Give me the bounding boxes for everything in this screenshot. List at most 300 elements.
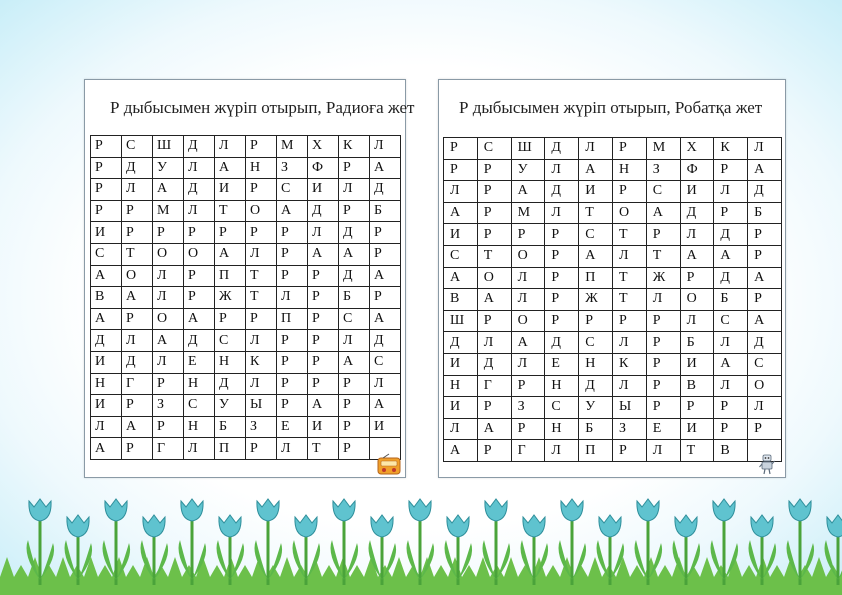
grid-cell[interactable]: Д xyxy=(579,375,613,397)
grid-cell[interactable]: Д xyxy=(184,136,215,158)
grid-cell[interactable]: О xyxy=(511,245,545,267)
grid-cell[interactable]: Н xyxy=(184,416,215,438)
grid-cell[interactable]: Л xyxy=(612,245,646,267)
grid-cell[interactable]: Р xyxy=(215,308,246,330)
grid-cell[interactable]: Л xyxy=(277,438,308,460)
grid-cell[interactable]: Е xyxy=(184,351,215,373)
grid-cell[interactable]: К xyxy=(714,138,748,160)
grid-cell[interactable]: Л xyxy=(714,332,748,354)
grid-cell[interactable]: Р xyxy=(714,397,748,419)
grid-cell[interactable]: М xyxy=(277,136,308,158)
grid-cell[interactable]: Б xyxy=(748,202,782,224)
grid-cell[interactable]: Р xyxy=(646,332,680,354)
grid-cell[interactable]: П xyxy=(579,440,613,462)
grid-cell[interactable]: Ш xyxy=(444,310,478,332)
grid-cell[interactable]: И xyxy=(91,395,122,417)
grid-cell[interactable]: Л xyxy=(511,267,545,289)
grid-cell[interactable]: Д xyxy=(680,202,714,224)
grid-cell[interactable]: Р xyxy=(545,224,579,246)
grid-cell[interactable]: А xyxy=(153,179,184,201)
grid-cell[interactable]: Л xyxy=(153,287,184,309)
grid-cell[interactable]: Н xyxy=(579,353,613,375)
grid-cell[interactable]: А xyxy=(370,157,401,179)
grid-cell[interactable]: Р xyxy=(122,222,153,244)
grid-cell[interactable]: Р xyxy=(444,159,478,181)
grid-cell[interactable]: Л xyxy=(246,373,277,395)
grid-cell[interactable]: Р xyxy=(308,330,339,352)
grid-cell[interactable]: В xyxy=(91,287,122,309)
grid-cell[interactable]: Р xyxy=(579,310,613,332)
grid-cell[interactable]: Р xyxy=(339,200,370,222)
grid-cell[interactable]: Т xyxy=(579,202,613,224)
grid-cell[interactable]: Ж xyxy=(215,287,246,309)
grid-cell[interactable]: Р xyxy=(122,200,153,222)
grid-cell[interactable]: Ф xyxy=(308,157,339,179)
grid-cell[interactable]: Р xyxy=(277,395,308,417)
grid-cell[interactable]: Р xyxy=(680,397,714,419)
grid-cell[interactable]: П xyxy=(215,438,246,460)
grid-cell[interactable]: Р xyxy=(277,373,308,395)
grid-cell[interactable]: Р xyxy=(612,181,646,203)
grid-cell[interactable]: И xyxy=(444,353,478,375)
grid-cell[interactable]: Л xyxy=(339,330,370,352)
grid-cell[interactable]: Р xyxy=(646,375,680,397)
grid-cell[interactable]: Н xyxy=(545,418,579,440)
grid-cell[interactable]: Р xyxy=(370,243,401,265)
grid-cell[interactable]: Р xyxy=(511,375,545,397)
grid-cell[interactable]: Л xyxy=(579,138,613,160)
grid-cell[interactable]: Ш xyxy=(153,136,184,158)
grid-cell[interactable]: Т xyxy=(246,265,277,287)
grid-cell[interactable]: Л xyxy=(646,440,680,462)
grid-cell[interactable]: И xyxy=(579,181,613,203)
grid-cell[interactable]: А xyxy=(370,308,401,330)
grid-cell[interactable]: Л xyxy=(370,136,401,158)
grid-cell[interactable]: З xyxy=(511,397,545,419)
grid-cell[interactable]: Л xyxy=(477,332,511,354)
grid-cell[interactable]: Л xyxy=(714,375,748,397)
grid-cell[interactable]: Р xyxy=(308,265,339,287)
grid-cell[interactable]: Б xyxy=(680,332,714,354)
grid-cell[interactable]: Л xyxy=(748,138,782,160)
grid-cell[interactable]: З xyxy=(277,157,308,179)
grid-cell[interactable]: К xyxy=(339,136,370,158)
grid-cell[interactable]: Л xyxy=(444,181,478,203)
grid-cell[interactable]: Д xyxy=(184,330,215,352)
grid-cell[interactable]: Н xyxy=(612,159,646,181)
grid-cell[interactable]: Л xyxy=(246,330,277,352)
grid-cell[interactable]: И xyxy=(91,351,122,373)
grid-cell[interactable]: О xyxy=(122,265,153,287)
grid-cell[interactable]: Л xyxy=(612,375,646,397)
grid-cell[interactable]: Л xyxy=(370,373,401,395)
grid-cell[interactable]: Т xyxy=(246,287,277,309)
grid-cell[interactable]: Д xyxy=(748,332,782,354)
grid-cell[interactable]: Р xyxy=(370,287,401,309)
grid-cell[interactable]: А xyxy=(748,159,782,181)
grid-cell[interactable]: Л xyxy=(511,289,545,311)
grid-cell[interactable]: Р xyxy=(91,136,122,158)
grid-cell[interactable]: А xyxy=(308,395,339,417)
grid-cell[interactable]: Р xyxy=(308,351,339,373)
grid-cell[interactable]: Л xyxy=(91,416,122,438)
grid-cell[interactable]: Р xyxy=(246,222,277,244)
grid-cell[interactable]: А xyxy=(444,440,478,462)
grid-cell[interactable]: Д xyxy=(545,138,579,160)
grid-cell[interactable]: Р xyxy=(277,351,308,373)
grid-cell[interactable]: И xyxy=(680,418,714,440)
grid-cell[interactable]: Р xyxy=(246,438,277,460)
grid-cell[interactable]: Р xyxy=(477,440,511,462)
grid-cell[interactable]: А xyxy=(511,332,545,354)
grid-cell[interactable]: С xyxy=(714,310,748,332)
grid-cell[interactable]: Р xyxy=(339,373,370,395)
grid-cell[interactable]: Р xyxy=(646,397,680,419)
grid-cell[interactable]: А xyxy=(339,351,370,373)
grid-cell[interactable]: С xyxy=(339,308,370,330)
grid-cell[interactable]: Т xyxy=(680,440,714,462)
grid-cell[interactable]: Г xyxy=(122,373,153,395)
grid-cell[interactable]: О xyxy=(153,308,184,330)
grid-cell[interactable]: С xyxy=(122,136,153,158)
grid-cell[interactable]: Х xyxy=(680,138,714,160)
grid-cell[interactable]: Р xyxy=(277,265,308,287)
grid-cell[interactable]: Е xyxy=(646,418,680,440)
grid-cell[interactable]: Р xyxy=(153,222,184,244)
grid-cell[interactable]: Р xyxy=(646,310,680,332)
grid-cell[interactable]: Д xyxy=(122,157,153,179)
grid-cell[interactable]: Ы xyxy=(246,395,277,417)
grid-cell[interactable]: Н xyxy=(444,375,478,397)
grid-cell[interactable]: И xyxy=(444,397,478,419)
grid-cell[interactable]: Л xyxy=(545,202,579,224)
grid-cell[interactable]: С xyxy=(370,351,401,373)
grid-cell[interactable]: О xyxy=(511,310,545,332)
grid-cell[interactable]: Р xyxy=(714,159,748,181)
grid-cell[interactable]: З xyxy=(153,395,184,417)
grid-cell[interactable]: Л xyxy=(545,159,579,181)
grid-cell[interactable]: Л xyxy=(184,200,215,222)
grid-cell[interactable]: У xyxy=(579,397,613,419)
grid-cell[interactable]: Д xyxy=(714,224,748,246)
grid-cell[interactable]: С xyxy=(444,245,478,267)
grid-cell[interactable]: К xyxy=(612,353,646,375)
grid-cell[interactable]: Д xyxy=(444,332,478,354)
grid-cell[interactable]: Р xyxy=(184,287,215,309)
grid-cell[interactable]: С xyxy=(579,224,613,246)
grid-cell[interactable]: Р xyxy=(545,245,579,267)
grid-cell[interactable]: Ф xyxy=(680,159,714,181)
grid-cell[interactable]: Р xyxy=(748,245,782,267)
grid-cell[interactable]: А xyxy=(511,181,545,203)
grid-cell[interactable]: О xyxy=(153,243,184,265)
flower-bud xyxy=(181,499,203,521)
grid-cell[interactable]: Р xyxy=(153,373,184,395)
grid-cell[interactable]: Р xyxy=(339,438,370,460)
grid-cell[interactable]: Р xyxy=(122,395,153,417)
grid-cell[interactable]: Г xyxy=(511,440,545,462)
grid-cell[interactable]: С xyxy=(477,138,511,160)
grid-cell[interactable]: А xyxy=(748,267,782,289)
grid-cell[interactable]: Р xyxy=(680,267,714,289)
grid-cell[interactable]: Р xyxy=(612,310,646,332)
grid-cell[interactable]: Д xyxy=(308,200,339,222)
grid-cell[interactable]: Р xyxy=(477,224,511,246)
grid-cell[interactable]: Р xyxy=(612,440,646,462)
grid-cell[interactable]: М xyxy=(511,202,545,224)
grid-cell[interactable]: Т xyxy=(122,243,153,265)
grid-cell[interactable]: Ш xyxy=(511,138,545,160)
grid-cell[interactable]: Р xyxy=(339,416,370,438)
grid-cell[interactable]: Л xyxy=(680,224,714,246)
grid-cell[interactable]: Т xyxy=(612,224,646,246)
grid-cell[interactable]: Р xyxy=(277,243,308,265)
grid-cell[interactable]: О xyxy=(246,200,277,222)
grid-cell[interactable]: Д xyxy=(339,265,370,287)
grid-cell[interactable]: А xyxy=(308,243,339,265)
grid-cell[interactable]: В xyxy=(680,375,714,397)
grid-cell[interactable]: Л xyxy=(184,438,215,460)
grid-cell[interactable]: А xyxy=(477,289,511,311)
grid-cell[interactable]: Р xyxy=(477,397,511,419)
grid-cell[interactable]: Д xyxy=(122,351,153,373)
grid-cell[interactable]: Р xyxy=(339,395,370,417)
grid-cell[interactable]: Н xyxy=(215,351,246,373)
grid-cell[interactable]: Р xyxy=(477,202,511,224)
grid-cell[interactable]: Р xyxy=(153,416,184,438)
grid-cell[interactable]: Р xyxy=(91,157,122,179)
grid-cell[interactable]: Р xyxy=(477,159,511,181)
grid-cell[interactable]: Р xyxy=(184,265,215,287)
grid-cell[interactable]: Л xyxy=(184,157,215,179)
grid-cell[interactable]: Р xyxy=(184,222,215,244)
grid-cell[interactable]: Р xyxy=(477,310,511,332)
grid-cell[interactable]: И xyxy=(370,416,401,438)
grid-cell[interactable]: С xyxy=(91,243,122,265)
grid-cell[interactable]: А xyxy=(184,308,215,330)
grid-cell[interactable]: Д xyxy=(339,222,370,244)
grid-cell[interactable]: Р xyxy=(748,224,782,246)
grid-cell[interactable]: А xyxy=(680,245,714,267)
grid-cell[interactable]: Р xyxy=(91,200,122,222)
grid-cell[interactable]: Т xyxy=(612,289,646,311)
grid-cell[interactable]: Н xyxy=(184,373,215,395)
grid-cell[interactable]: Л xyxy=(545,440,579,462)
grid-cell[interactable]: Р xyxy=(612,138,646,160)
grid-cell[interactable]: И xyxy=(444,224,478,246)
grid-cell[interactable]: Л xyxy=(215,136,246,158)
grid-cell[interactable]: Р xyxy=(714,202,748,224)
grid-cell[interactable]: Б xyxy=(714,289,748,311)
grid-cell[interactable]: И xyxy=(308,179,339,201)
grid-cell[interactable]: Ы xyxy=(612,397,646,419)
grid-cell[interactable]: Р xyxy=(444,138,478,160)
grid-cell[interactable]: Л xyxy=(153,351,184,373)
grid-cell[interactable]: Р xyxy=(748,418,782,440)
grid-cell[interactable]: Е xyxy=(545,353,579,375)
grid-cell[interactable]: Д xyxy=(545,332,579,354)
grid-cell[interactable]: О xyxy=(748,375,782,397)
grid-cell[interactable]: Р xyxy=(370,222,401,244)
grid-cell[interactable]: А xyxy=(370,395,401,417)
grid-cell[interactable]: С xyxy=(545,397,579,419)
grid-cell[interactable]: Б xyxy=(215,416,246,438)
grid-cell[interactable]: А xyxy=(339,243,370,265)
grid-cell[interactable]: Б xyxy=(339,287,370,309)
grid-cell[interactable]: А xyxy=(91,438,122,460)
grid-cell[interactable]: А xyxy=(91,308,122,330)
grid-cell[interactable]: А xyxy=(122,287,153,309)
grid-cell[interactable]: Д xyxy=(184,179,215,201)
grid-cell[interactable]: И xyxy=(680,353,714,375)
grid-cell[interactable]: Р xyxy=(545,289,579,311)
grid-cell[interactable]: Д xyxy=(545,181,579,203)
grid-cell[interactable]: Р xyxy=(748,289,782,311)
grid-cell[interactable]: Т xyxy=(646,245,680,267)
grid-cell[interactable]: М xyxy=(646,138,680,160)
grid-cell[interactable]: А xyxy=(444,202,478,224)
grid-cell[interactable]: Р xyxy=(277,222,308,244)
grid-cell[interactable]: С xyxy=(646,181,680,203)
grid-cell[interactable]: О xyxy=(680,289,714,311)
grid-cell[interactable]: И xyxy=(215,179,246,201)
grid-cell[interactable]: Н xyxy=(246,157,277,179)
grid-cell[interactable]: Ж xyxy=(579,289,613,311)
grid-cell[interactable]: Л xyxy=(680,310,714,332)
grid-cell[interactable]: С xyxy=(579,332,613,354)
grid-cell[interactable]: Д xyxy=(714,267,748,289)
grid-cell[interactable]: Л xyxy=(339,179,370,201)
flower-bud xyxy=(105,499,127,521)
grid-cell[interactable]: А xyxy=(579,245,613,267)
grid-cell[interactable]: Л xyxy=(714,181,748,203)
grid-cell[interactable]: Р xyxy=(545,310,579,332)
grid-cell[interactable]: Р xyxy=(122,438,153,460)
grid-cell[interactable]: А xyxy=(748,310,782,332)
grid-cell[interactable]: З xyxy=(246,416,277,438)
grid-cell[interactable]: Р xyxy=(215,222,246,244)
grid-cell[interactable]: У xyxy=(511,159,545,181)
grid-cell[interactable]: Б xyxy=(579,418,613,440)
grid-cell[interactable]: Н xyxy=(545,375,579,397)
grid-cell[interactable]: И xyxy=(308,416,339,438)
grid-cell[interactable]: А xyxy=(444,267,478,289)
grid-cell[interactable]: В xyxy=(714,440,748,462)
grid-cell[interactable]: Л xyxy=(246,243,277,265)
grid-cell[interactable]: Д xyxy=(370,330,401,352)
grid-cell[interactable]: Р xyxy=(646,224,680,246)
grid-cell[interactable]: Е xyxy=(277,416,308,438)
grid-cell[interactable]: Д xyxy=(370,179,401,201)
grid-cell[interactable]: М xyxy=(153,200,184,222)
grid-cell[interactable]: А xyxy=(714,245,748,267)
grid-cell[interactable]: И xyxy=(91,222,122,244)
grid-cell[interactable]: Л xyxy=(277,287,308,309)
grid-cell[interactable]: Р xyxy=(308,287,339,309)
grid-cell[interactable]: А xyxy=(646,202,680,224)
grid-cell[interactable]: Р xyxy=(511,418,545,440)
grid-cell[interactable]: С xyxy=(215,330,246,352)
grid-cell[interactable]: Л xyxy=(646,289,680,311)
grid-cell[interactable]: О xyxy=(612,202,646,224)
grid-cell[interactable]: Д xyxy=(748,181,782,203)
grid-cell[interactable]: Л xyxy=(153,265,184,287)
grid-cell[interactable]: Л xyxy=(122,179,153,201)
grid-cell[interactable]: Г xyxy=(153,438,184,460)
grid-cell[interactable]: Т xyxy=(308,438,339,460)
grid-cell[interactable]: Р xyxy=(122,308,153,330)
grid-cell[interactable]: А xyxy=(370,265,401,287)
grid-cell[interactable]: Р xyxy=(308,373,339,395)
grid-cell[interactable]: И xyxy=(680,181,714,203)
grid-cell[interactable]: Р xyxy=(646,353,680,375)
grid-cell[interactable]: П xyxy=(215,265,246,287)
grid-cell[interactable]: Р xyxy=(339,157,370,179)
grid-cell[interactable]: Л xyxy=(511,353,545,375)
grid-cell[interactable]: Л xyxy=(612,332,646,354)
grid-cell[interactable]: А xyxy=(91,265,122,287)
grid-cell[interactable]: С xyxy=(748,353,782,375)
grid-cell[interactable]: Р xyxy=(714,418,748,440)
grid-cell[interactable]: С xyxy=(184,395,215,417)
grid-cell[interactable]: Г xyxy=(477,375,511,397)
grid-cell[interactable]: Т xyxy=(215,200,246,222)
grid-cell[interactable]: Н xyxy=(91,373,122,395)
grid-cell[interactable]: А xyxy=(277,200,308,222)
grid-cell[interactable]: Л xyxy=(748,397,782,419)
grid-cell[interactable]: А xyxy=(215,157,246,179)
grid-cell[interactable]: У xyxy=(153,157,184,179)
grid-cell[interactable]: Л xyxy=(308,222,339,244)
grid-cell[interactable]: П xyxy=(579,267,613,289)
grid-cell[interactable]: Л xyxy=(444,418,478,440)
grid-cell[interactable]: Р xyxy=(477,181,511,203)
grid-cell[interactable]: О xyxy=(477,267,511,289)
grid-cell[interactable]: Р xyxy=(246,308,277,330)
grid-cell[interactable]: Т xyxy=(477,245,511,267)
grid-cell[interactable]: Ж xyxy=(646,267,680,289)
grid-cell[interactable]: А xyxy=(122,416,153,438)
grid-cell[interactable]: Р xyxy=(246,136,277,158)
grid-cell[interactable]: А xyxy=(215,243,246,265)
grid-cell[interactable]: Б xyxy=(370,200,401,222)
grid-cell[interactable]: Д xyxy=(91,330,122,352)
grid-cell[interactable]: А xyxy=(153,330,184,352)
grid-cell[interactable]: А xyxy=(714,353,748,375)
grid-cell[interactable]: А xyxy=(477,418,511,440)
grid-cell[interactable]: А xyxy=(579,159,613,181)
grid-cell[interactable]: В xyxy=(444,289,478,311)
grid-cell[interactable]: П xyxy=(277,308,308,330)
grid-cell[interactable]: К xyxy=(246,351,277,373)
grid-cell[interactable]: Х xyxy=(308,136,339,158)
grid-cell[interactable]: З xyxy=(612,418,646,440)
grid-cell[interactable]: З xyxy=(646,159,680,181)
grid-cell[interactable]: Р xyxy=(277,330,308,352)
grid-cell[interactable]: Т xyxy=(612,267,646,289)
grid-cell[interactable]: У xyxy=(215,395,246,417)
grid-cell[interactable]: Р xyxy=(91,179,122,201)
grid-cell[interactable]: Р xyxy=(545,267,579,289)
grid-cell[interactable]: Р xyxy=(246,179,277,201)
grid-cell[interactable]: Д xyxy=(215,373,246,395)
grid-cell[interactable]: С xyxy=(277,179,308,201)
grid-cell[interactable]: Д xyxy=(477,353,511,375)
grid-cell[interactable]: Р xyxy=(308,308,339,330)
grid-cell[interactable]: Л xyxy=(122,330,153,352)
grid-cell[interactable]: О xyxy=(184,243,215,265)
grid-cell[interactable]: Р xyxy=(511,224,545,246)
